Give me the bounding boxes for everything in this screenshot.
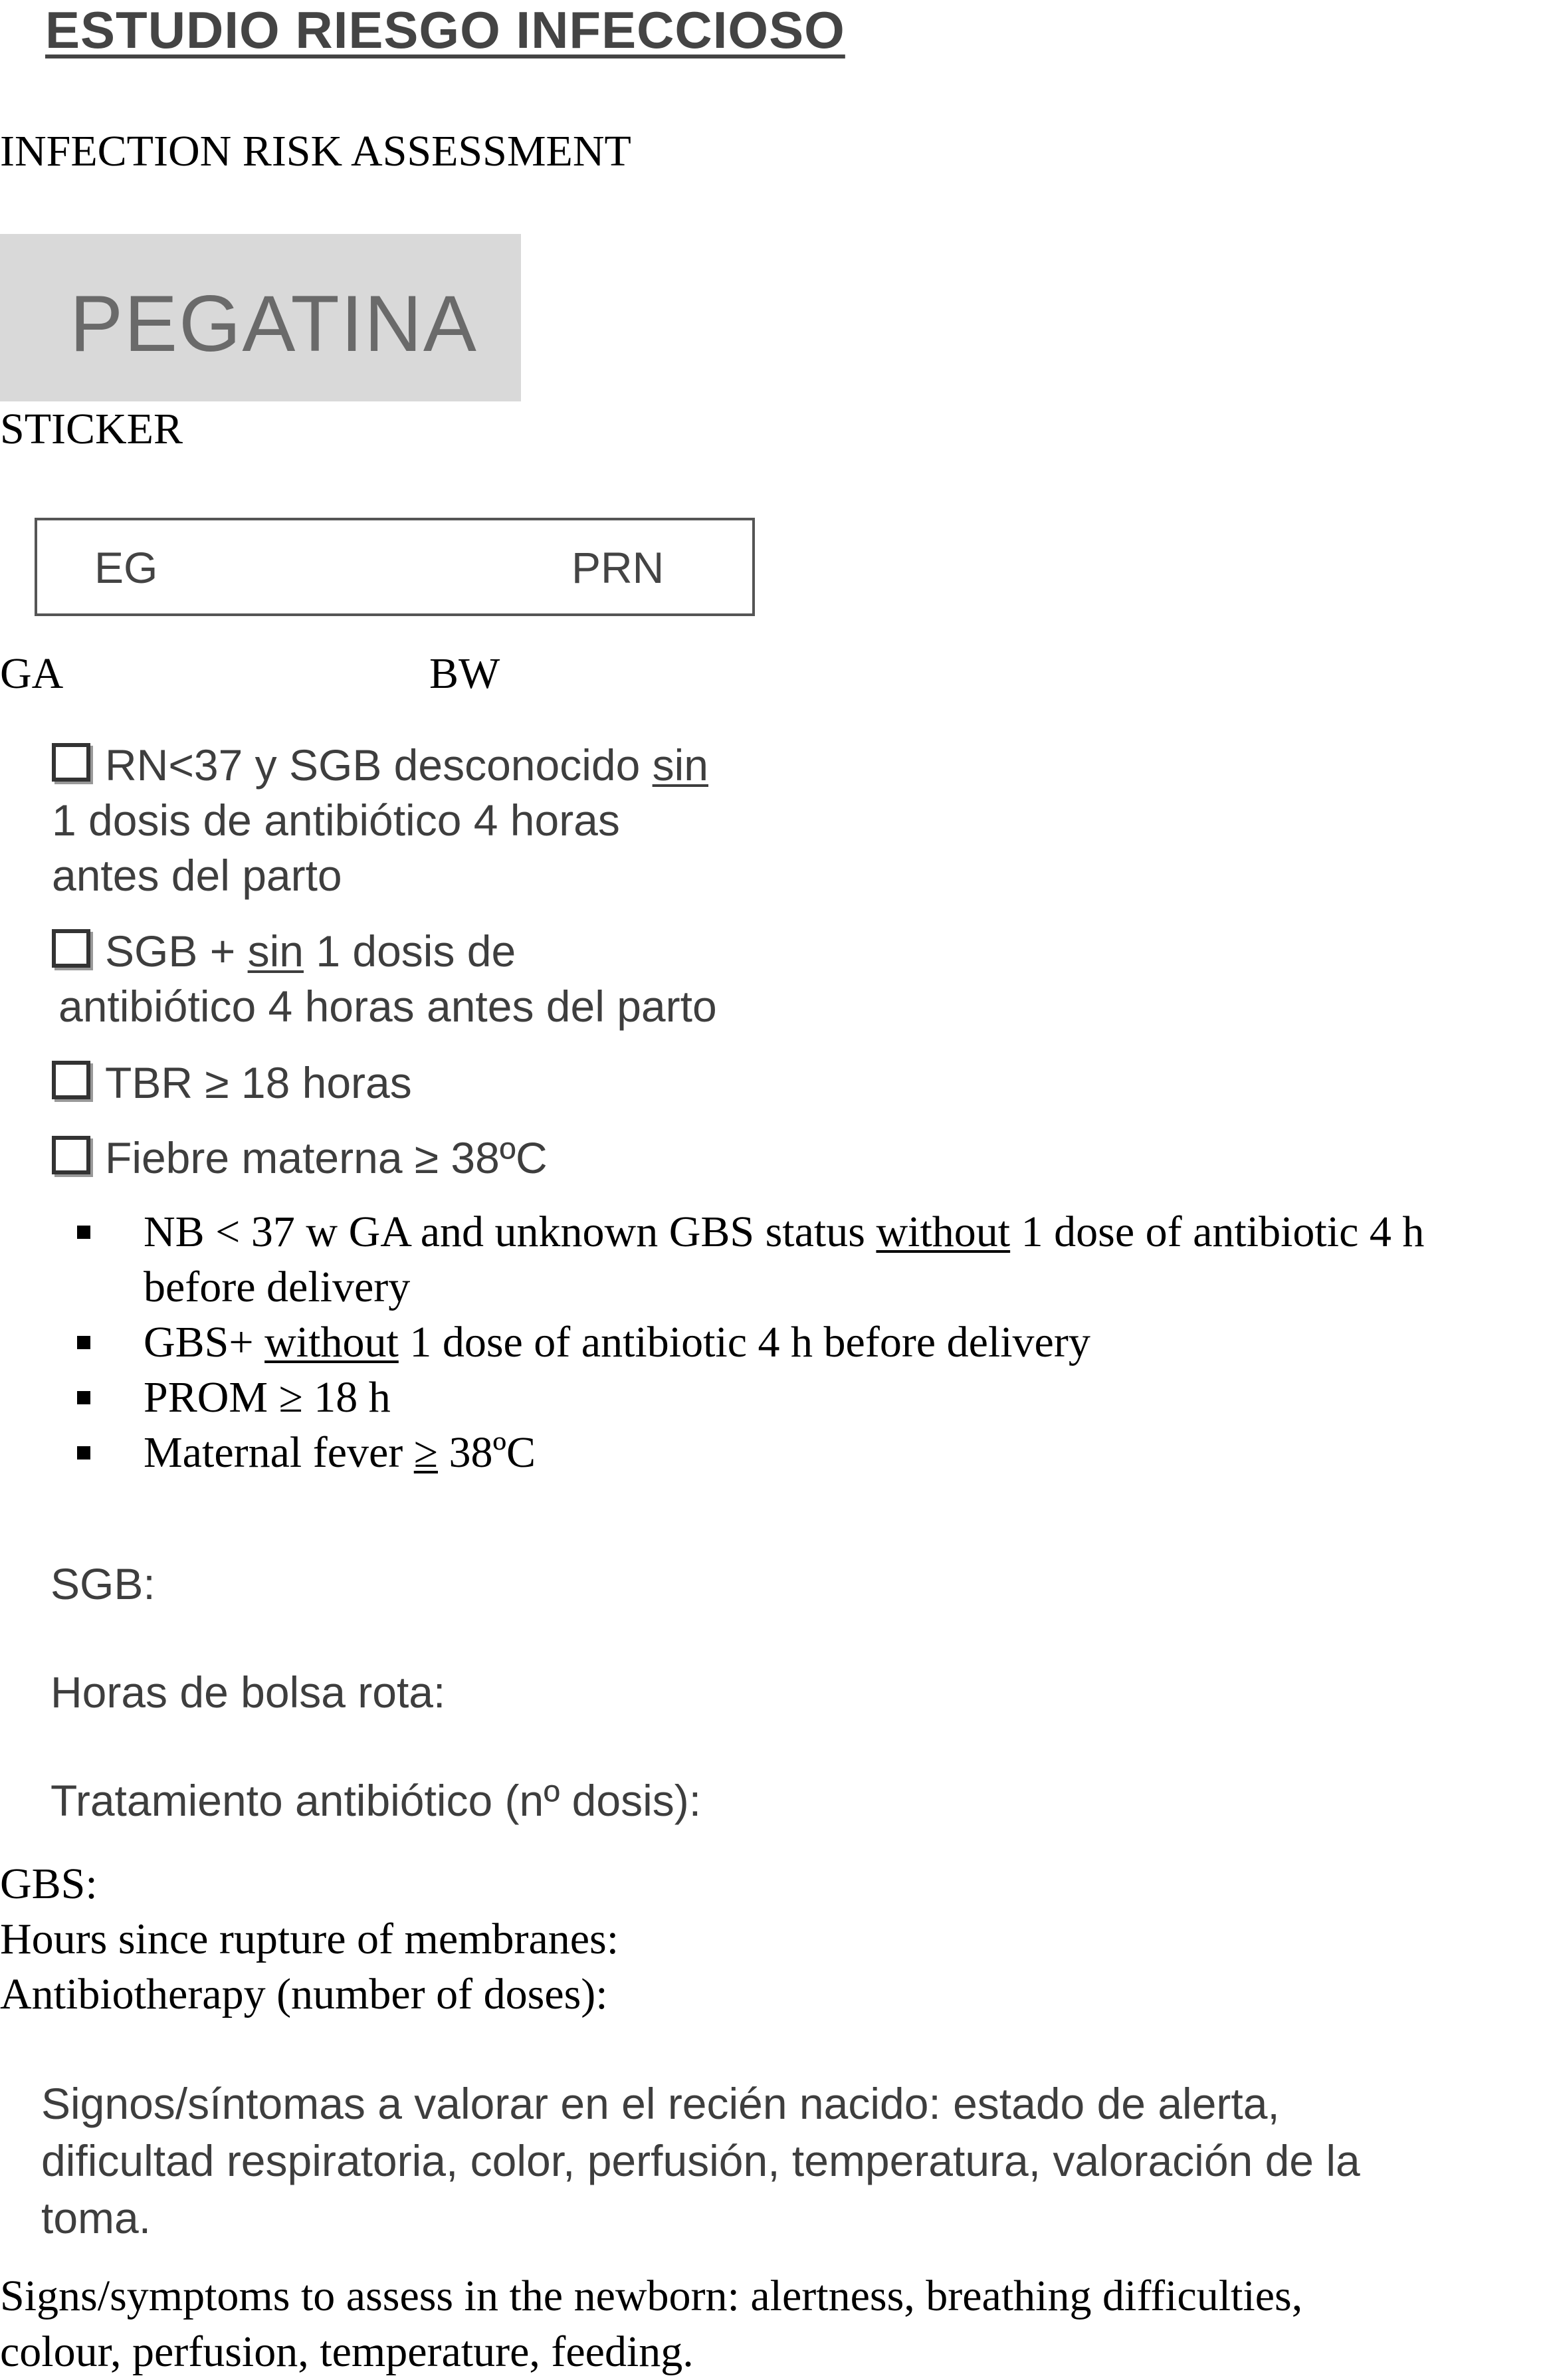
bullet-item [0,1315,1545,1370]
checkbox-icon[interactable] [52,1061,90,1099]
bullet-text-line2: before delivery [144,1263,411,1311]
bullet-underlined: ≥ [413,1428,438,1477]
eg-label: EG [94,543,158,592]
checkbox-item [52,1131,548,1186]
checkbox-text: TBR ≥ 18 horas [105,1058,412,1107]
checkbox-icon[interactable] [52,1136,90,1174]
bullet-text: GBS+ [144,1318,265,1366]
checkbox-text: Fiebre materna ≥ 38ºC [105,1133,548,1182]
checkbox-text-line2: 1 dosis de antibiótico 4 horas [52,796,620,845]
bullet-square-icon [77,1226,90,1239]
bullet-square-icon [77,1391,90,1404]
bullet-underlined: without [264,1318,399,1366]
sgb-field-label: SGB: [51,1559,155,1608]
bullet-item [0,1204,1545,1315]
bullet-text: NB < 37 w GA and unknown GBS status [144,1208,876,1256]
signs-spanish [41,2075,1523,2246]
signs-english-line1: Signs/symptoms to assess in the newborn: alertness, breathing difficulties, [0,2272,1303,2320]
signs-english [0,2268,1302,2380]
gbs-translation: GBS: [0,1860,98,1908]
antibiotherapy-translation: Antibiotherapy (number of doses): [0,1970,608,2018]
bullet-text: PROM ≥ 18 h [144,1373,391,1422]
checkbox-text-line3: antes del parto [52,851,342,900]
checkbox-item [52,924,717,1034]
bullet-item [0,1370,1545,1425]
bullet-item [0,1425,1545,1480]
horas-field-label: Horas de bolsa rota: [51,1668,446,1717]
bullet-text-post: 1 dose of antibiotic 4 h [1010,1208,1425,1256]
ga-translation: GA [0,649,64,698]
checkbox-underlined: sin [652,740,708,790]
checkbox-text-post: 1 dosis de [303,926,516,976]
signs-spanish-line2: dificultad respiratoria, color, perfusión, temperatura, valoración de la [41,2136,1360,2185]
sticker-translation: STICKER [0,405,183,453]
english-title: INFECTION RISK ASSESSMENT [0,127,631,175]
checkbox-item [52,1055,412,1111]
bw-translation: BW [429,649,500,698]
checkbox-text-line2: antibiótico 4 horas antes del parto [58,982,717,1031]
hours-translation: Hours since rupture of membranes: [0,1915,619,1963]
bullet-list [0,1204,1545,1480]
bullet-square-icon [77,1336,90,1349]
bullet-underlined: without [876,1208,1011,1256]
checkbox-icon[interactable] [52,743,90,782]
signs-spanish-line3: toma. [41,2193,152,2242]
sticker-label: PEGATINA [70,279,478,368]
bullet-square-icon [77,1446,90,1460]
bullet-text-post: 1 dose of antibiotic 4 h before delivery [398,1318,1090,1366]
checkbox-icon[interactable] [52,929,90,968]
bullet-text-post: 38ºC [438,1428,536,1477]
signs-spanish-line1: Signos/síntomas a valorar en el recién nacido: estado de alerta, [41,2079,1280,2128]
checkbox-underlined: sin [247,926,304,976]
checkbox-item [52,738,708,903]
checkbox-text: SGB + [105,926,248,976]
prn-label: PRN [571,543,665,592]
tratamiento-field-label: Tratamiento antibiótico (nº dosis): [51,1776,702,1825]
signs-english-line2: colour, perfusion, temperature, feeding. [0,2327,694,2376]
spanish-title: ESTUDIO RIESGO INFECCIOSO [45,1,845,59]
bullet-text: Maternal fever [144,1428,414,1477]
checkbox-text: RN<37 y SGB desconocido [105,740,653,790]
